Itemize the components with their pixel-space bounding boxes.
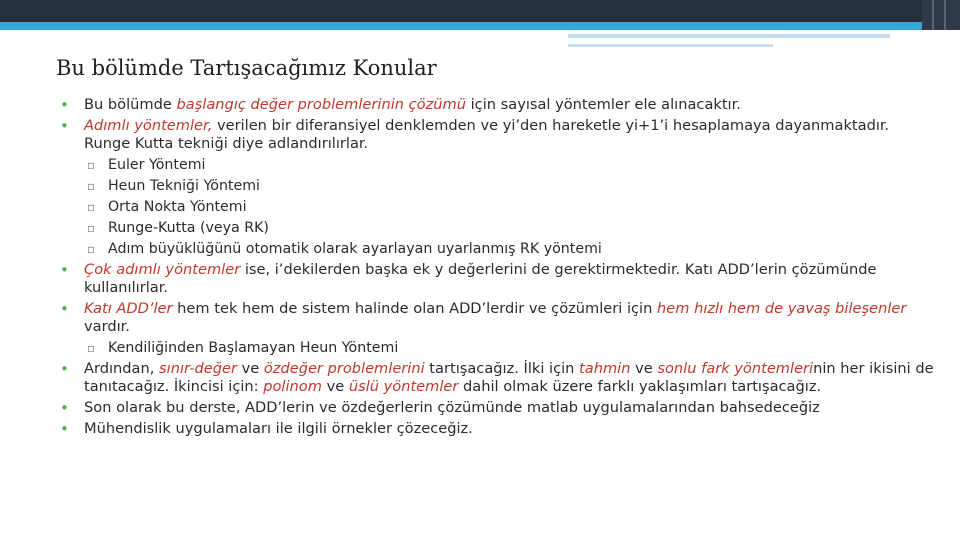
bullet-text <box>84 96 741 113</box>
bullet-text <box>108 340 398 356</box>
highlighted-term: sonlu fark yöntemleri <box>657 360 814 377</box>
text-span: ve <box>236 360 264 377</box>
text-span: verilen bir diferansiyel denklemden ve yi’den hareketle yi+1’i hesaplamaya dayanmaktadır. Runge Kutta tekniği diye adlandırılırlar. <box>84 117 890 152</box>
bullet-list <box>60 96 940 441</box>
top-bar-dark <box>0 0 960 22</box>
bullet-item <box>60 261 940 297</box>
sub-bullet-marker: ▫ <box>87 221 96 235</box>
text-span: için sayısal yöntemler ele alınacaktır. <box>465 96 741 113</box>
text-span: Son olarak bu derste, ADD’lerin ve özdeğerlerin çözümünde matlab uygulamalarından bahsedeceğiz <box>84 399 820 416</box>
decorative-line <box>568 34 890 38</box>
slide-title: Bu bölümde Tartışacağımız Konular <box>56 56 437 80</box>
sub-bullet-item <box>60 198 940 216</box>
highlighted-term: polinom <box>263 378 322 395</box>
highlighted-term: başlangıç değer problemlerinin çözümü <box>176 96 466 113</box>
text-span: Adım büyüklüğünü otomatik olarak ayarlayan uyarlanmış RK yöntemi <box>108 241 602 257</box>
text-span: Bu bölümde <box>84 96 177 113</box>
bullet-text <box>84 399 820 416</box>
bullet-text <box>84 261 876 296</box>
sub-bullet-item <box>60 240 940 258</box>
bullet-text <box>108 241 602 257</box>
text-span: Runge-Kutta (veya RK) <box>108 220 269 236</box>
highlighted-term: Katı ADD’ler <box>84 300 173 317</box>
text-span: Kendiliğinden Başlamayan Heun Yöntemi <box>108 340 399 356</box>
sub-bullet-item <box>60 177 940 195</box>
bullet-text <box>84 360 934 395</box>
decorative-line <box>568 44 773 47</box>
bullet-text <box>108 157 205 173</box>
text-span: Ardından, <box>84 360 160 377</box>
text-span: ve <box>630 360 658 377</box>
bullet-text <box>108 220 269 236</box>
highlighted-term: Çok adımlı yöntemler <box>84 261 241 278</box>
top-bar-blue <box>0 22 960 30</box>
text-span: tartışacağız. İlki için <box>424 360 580 377</box>
bullet-text <box>108 199 247 215</box>
sub-bullet-marker: ▫ <box>87 158 96 172</box>
bullet-marker: • <box>60 261 69 279</box>
bullet-text <box>84 420 473 437</box>
bullet-text <box>84 300 906 335</box>
text-span: Mühendislik uygulamaları ile ilgili örnekler çözeceğiz. <box>84 420 473 437</box>
top-bar-corner-decoration <box>922 0 960 30</box>
sub-bullet-marker: ▫ <box>87 242 96 256</box>
highlighted-term: üslü yöntemler <box>348 378 459 395</box>
sub-bullet-item <box>60 339 940 357</box>
text-span: Euler Yöntemi <box>108 157 206 173</box>
highlighted-term: sınır-değer <box>159 360 237 377</box>
bullet-marker: • <box>60 360 69 378</box>
bullet-text <box>84 117 889 152</box>
bullet-item <box>60 399 940 417</box>
text-span: ise, i’dekilerden başka ek y değerlerini de gerektirmektedir. Katı ADD’lerin çözümünde kullanılırlar. <box>84 261 877 296</box>
bullet-item <box>60 96 940 114</box>
text-span: Heun Tekniği Yöntemi <box>108 178 260 194</box>
bullet-text <box>108 178 260 194</box>
highlighted-term: tahmin <box>579 360 631 377</box>
bullet-item <box>60 420 940 438</box>
text-span: Orta Nokta Yöntemi <box>108 199 247 215</box>
sub-bullet-item <box>60 156 940 174</box>
sub-bullet-item <box>60 219 940 237</box>
bullet-marker: • <box>60 117 69 135</box>
highlighted-term: Adımlı yöntemler, <box>84 117 213 134</box>
text-span: dahil olmak üzere farklı yaklaşımları tartışacağız. <box>458 378 822 395</box>
sub-bullet-marker: ▫ <box>87 200 96 214</box>
bullet-marker: • <box>60 399 69 417</box>
text-span: hem tek hem de sistem halinde olan ADD’lerdir ve çözümleri için <box>172 300 657 317</box>
highlighted-term: hem hızlı hem de yavaş bileşenler <box>657 300 907 317</box>
bullet-item <box>60 117 940 153</box>
bullet-item <box>60 300 940 336</box>
bullet-marker: • <box>60 420 69 438</box>
text-span: nin her ikisini de tanıtacağız. İkincisi için: <box>84 360 934 395</box>
sub-bullet-marker: ▫ <box>87 341 96 355</box>
text-span: ve <box>321 378 349 395</box>
bullet-marker: • <box>60 96 69 114</box>
highlighted-term: özdeğer problemlerini <box>263 360 425 377</box>
sub-bullet-marker: ▫ <box>87 179 96 193</box>
bullet-item <box>60 360 940 396</box>
bullet-marker: • <box>60 300 69 318</box>
text-span: vardır. <box>84 318 130 335</box>
